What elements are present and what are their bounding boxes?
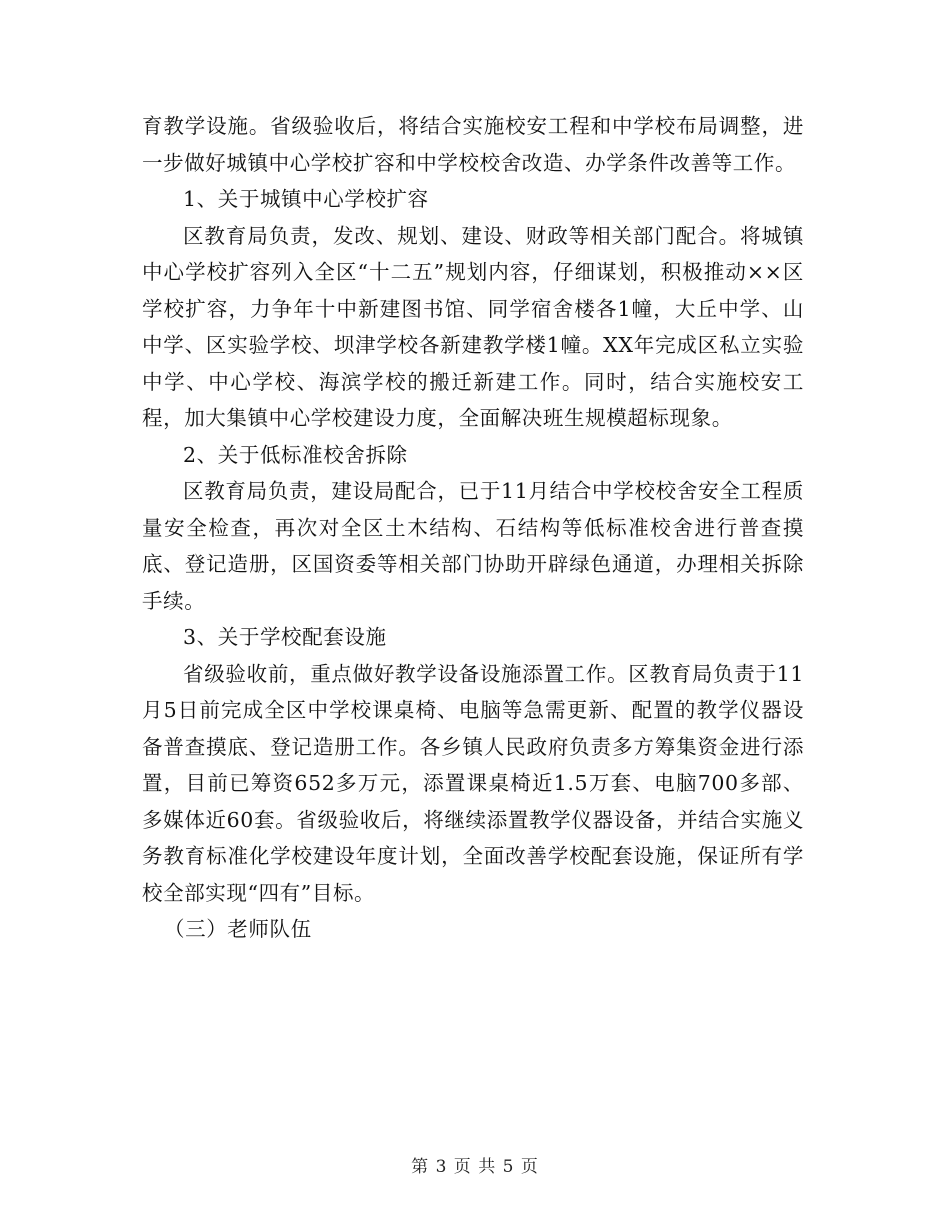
- page-number-footer: 第 3 页 共 5 页: [411, 1157, 539, 1177]
- document-body: [142, 108, 804, 948]
- paragraph-school-facilities: 省级验收前，重点做好教学设备设施添置工作。区教育局负责于11月5日前完成全区中学校课桌椅、电脑等急需更新、配置的教学仪器设备普查摸底、登记造册工作。各乡镇人民政府负责多方筹集资金进行添置，目前已筹资652多万元，添置课桌椅近1.5万套、电脑700多部、多媒体近60套。省级验收后，将继续添置教学仪器设备，并结合实施义务教育标准化学校建设年度计划，全面改善学校配套设施，保证所有学校全部实现“四有”目标。: [142, 661, 804, 905]
- paragraph-continuation: 育教学设施。省级验收后，将结合实施校安工程和中学校布局调整，进一步做好城镇中心学校扩容和中学校校舍改造、办学条件改善等工作。: [142, 114, 804, 175]
- heading-town-school-expansion: 1、关于城镇中心学校扩容: [183, 187, 429, 211]
- heading-school-facilities: 3、关于学校配套设施: [183, 625, 387, 649]
- paragraph-low-standard-demolition: 区教育局负责，建设局配合，已于11月结合中学校校舍安全工程质量安全检查，再次对全区土木结构、石结构等低标准校舍进行普查摸底、登记造册，区国资委等相关部门协助开辟绿色通道，办理相关拆除手续。: [142, 479, 804, 613]
- heading-low-standard-demolition: 2、关于低标准校舍拆除: [183, 442, 408, 467]
- section-heading-teachers: （三）老师队伍: [164, 917, 312, 941]
- paragraph-town-school-expansion: 区教育局负责，发改、规划、建设、财政等相关部门配合。将城镇中心学校扩容列入全区“十二五”规划内容，仔细谋划，积极推动××区学校扩容，力争年十中新建图书馆、同学宿舍楼各1幢，大丘中学、山中学、区实验学校、坝津学校各新建教学楼1幢。XX年完成区私立实验中学、中心学校、海滨学校的搬迁新建工作。同时，结合实施校安工程，加大集镇中心学校建设力度，全面解决班生规模超标现象。: [142, 223, 804, 430]
